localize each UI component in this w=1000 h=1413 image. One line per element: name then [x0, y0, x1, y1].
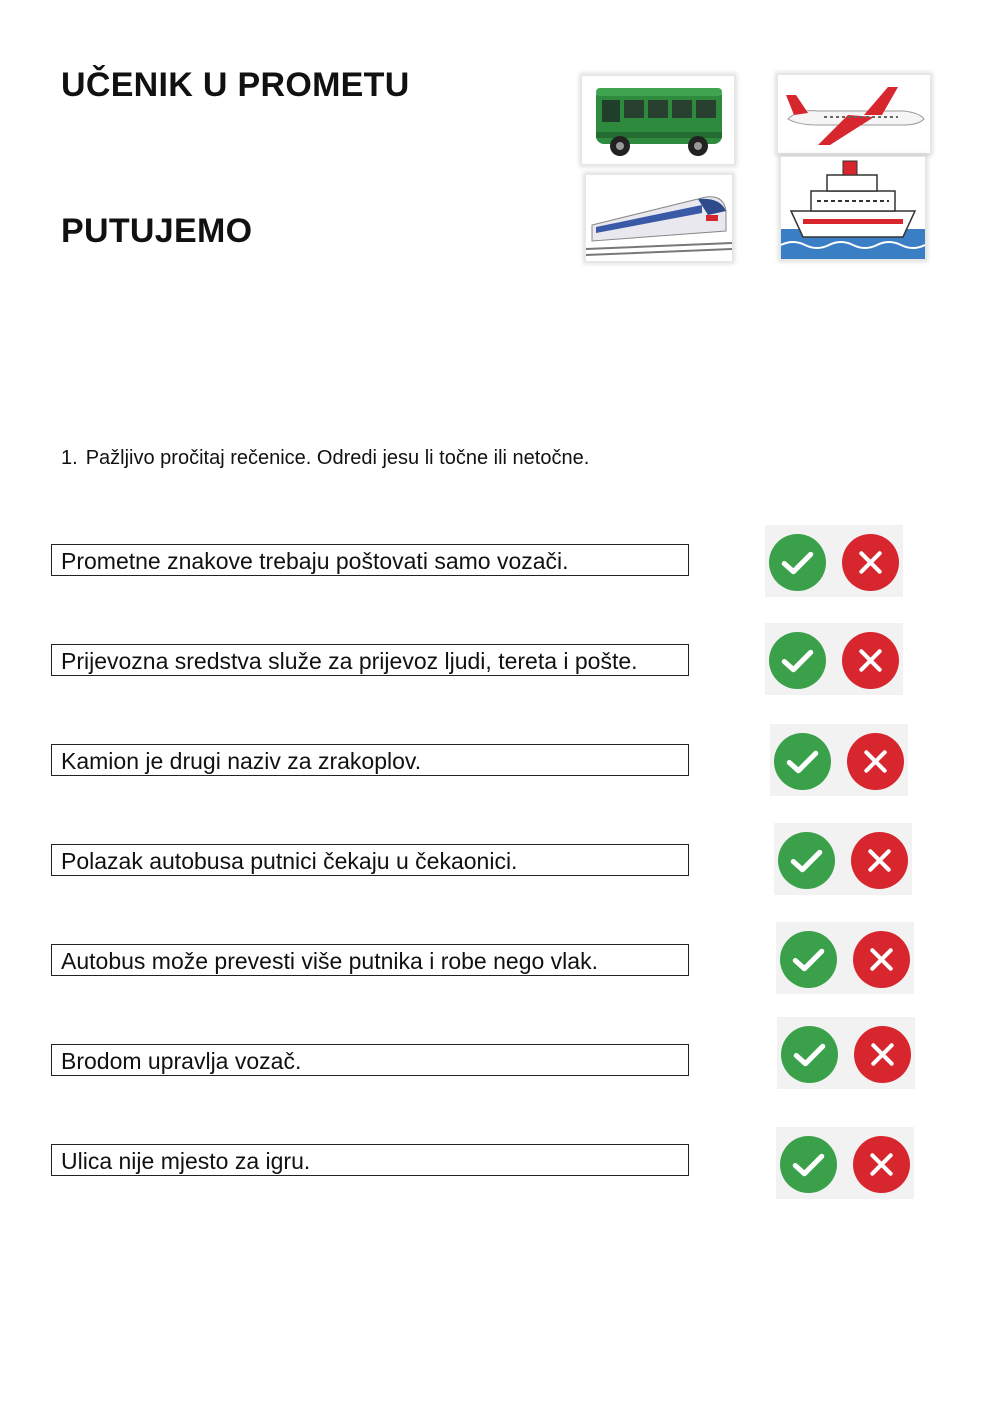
cross-icon	[851, 832, 908, 889]
task-text: Pažljivo pročitaj rečenice. Odredi jesu li točne ili netočne.	[85, 447, 590, 469]
statement-box: Prometne znakove trebaju poštovati samo vozači.	[51, 544, 689, 576]
true-button[interactable]	[781, 1026, 838, 1083]
check-icon	[780, 931, 837, 988]
true-button[interactable]	[778, 832, 835, 889]
check-icon	[769, 534, 826, 591]
true-button[interactable]	[780, 1136, 837, 1193]
false-button[interactable]	[853, 931, 910, 988]
answer-group	[765, 525, 903, 597]
train-icon	[586, 175, 732, 261]
task-instruction	[61, 447, 589, 470]
statement-box: Polazak autobusa putnici čekaju u čekaonici.	[51, 844, 689, 876]
false-button[interactable]	[842, 632, 899, 689]
cross-icon	[847, 733, 904, 790]
page-title: UČENIK U PROMETU	[61, 66, 410, 104]
bus-icon	[582, 76, 734, 164]
false-button[interactable]	[842, 534, 899, 591]
statement-box: Kamion je drugi naziv za zrakoplov.	[51, 744, 689, 776]
false-button[interactable]	[847, 733, 904, 790]
answer-group	[765, 623, 903, 695]
plane-image	[777, 74, 931, 154]
check-icon	[774, 733, 831, 790]
true-button[interactable]	[769, 534, 826, 591]
check-icon	[781, 1026, 838, 1083]
cross-icon	[842, 632, 899, 689]
train-image	[585, 174, 733, 262]
false-button[interactable]	[851, 832, 908, 889]
true-button[interactable]	[769, 632, 826, 689]
check-icon	[769, 632, 826, 689]
bus-image	[581, 75, 735, 165]
cross-icon	[853, 931, 910, 988]
cross-icon	[853, 1136, 910, 1193]
ship-image	[780, 156, 926, 260]
statement-box: Brodom upravlja vozač.	[51, 1044, 689, 1076]
ship-icon	[781, 157, 925, 259]
false-button[interactable]	[853, 1136, 910, 1193]
false-button[interactable]	[854, 1026, 911, 1083]
answer-group	[776, 1127, 914, 1199]
answer-group	[774, 823, 912, 895]
page-subtitle: PUTUJEMO	[61, 212, 253, 250]
task-number: 1.	[61, 447, 78, 469]
plane-icon	[778, 75, 930, 153]
answer-group	[770, 724, 908, 796]
cross-icon	[842, 534, 899, 591]
check-icon	[780, 1136, 837, 1193]
statement-box: Autobus može prevesti više putnika i robe nego vlak.	[51, 944, 689, 976]
statement-box: Prijevozna sredstva služe za prijevoz ljudi, tereta i pošte.	[51, 644, 689, 676]
statement-box: Ulica nije mjesto za igru.	[51, 1144, 689, 1176]
answer-group	[777, 1017, 915, 1089]
answer-group	[776, 922, 914, 994]
true-button[interactable]	[780, 931, 837, 988]
check-icon	[778, 832, 835, 889]
cross-icon	[854, 1026, 911, 1083]
true-button[interactable]	[774, 733, 831, 790]
